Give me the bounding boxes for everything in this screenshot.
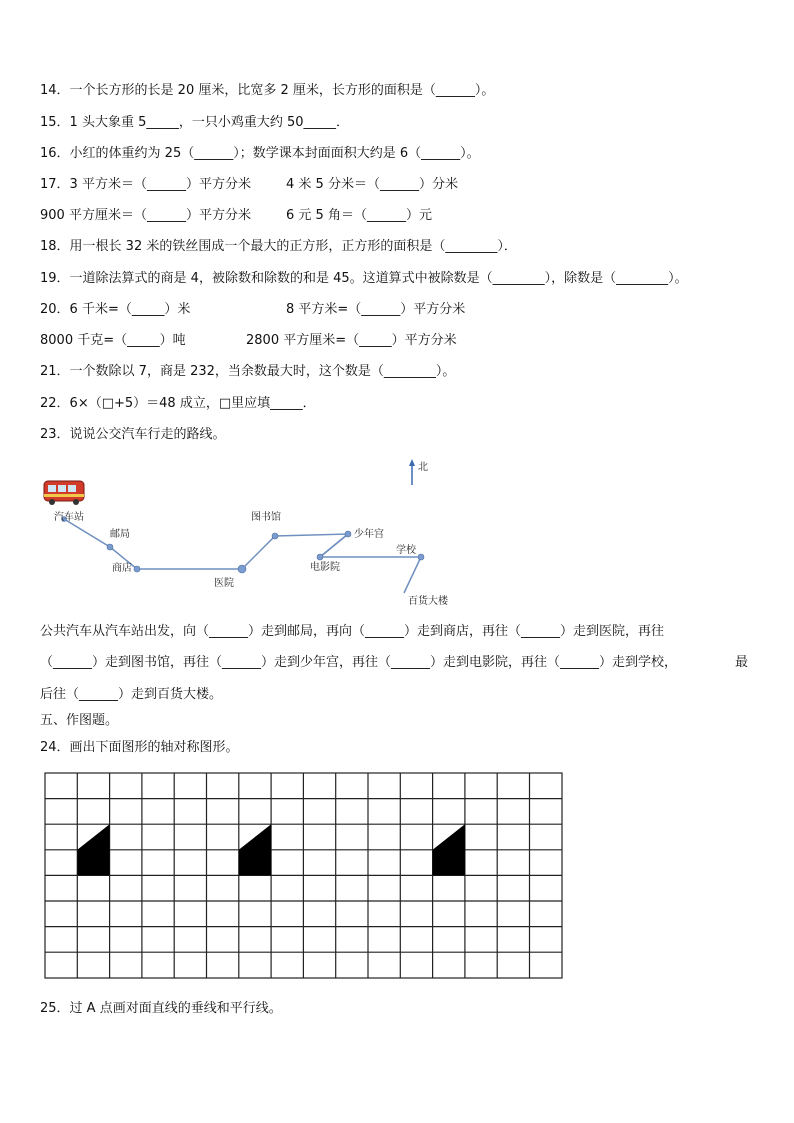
station-youth-palace: 少年宫 — [354, 529, 384, 540]
q17-part-b: 4 米 5 分米＝（______）分米 — [286, 177, 458, 192]
shape-3 — [433, 824, 465, 875]
question-22: 22．6×（□+5）＝48 成立，□里应填_____． — [40, 396, 316, 411]
node-post-office — [107, 544, 113, 550]
question-18: 18．用一根长 32 米的铁丝围成一个最大的正方形，正方形的面积是（________）． — [40, 239, 517, 254]
route-line-return — [320, 534, 348, 557]
q20-part-c: 8000 千克=（_____）吨 — [40, 333, 186, 348]
question-14: 14．一个长方形的长是 20 厘米，比宽多 2 厘米，长方形的面积是（______）。 — [40, 83, 495, 98]
node-shop — [134, 566, 140, 572]
station-cinema: 电影院 — [310, 562, 340, 573]
station-library: 图书馆 — [251, 512, 281, 523]
node-library — [272, 533, 278, 539]
bus-icon — [44, 481, 84, 505]
node-school — [418, 554, 424, 560]
question-23-answer-line-1: 公共汽车从汽车站出发，向（______）走到邮局，再向（______）走到商店，再往（______）走到医院，再往 — [40, 624, 665, 639]
q17-part-d: 6 元 5 角＝（______）元 — [286, 208, 432, 223]
station-post-office: 邮局 — [110, 529, 130, 540]
q20-part-b: 8 平方米=（______）平方分米 — [286, 302, 466, 317]
north-arrow — [409, 459, 428, 485]
question-21: 21．一个数除以 7，商是 232，当余数最大时，这个数是（________）。 — [40, 364, 456, 379]
north-label: 北 — [418, 462, 428, 473]
q20-part-a: 20．6 千米=（_____）米 — [40, 302, 191, 317]
question-25: 25．过 A 点画对面直线的垂线和平行线。 — [40, 1001, 282, 1016]
drawing-grid — [44, 772, 564, 982]
station-bus-station: 汽车站 — [54, 512, 84, 523]
bus-route-map — [38, 455, 488, 615]
q17-part-a: 17．3 平方米＝（______）平方分米 — [40, 177, 251, 192]
question-19: 19．一道除法算式的商是 4，被除数和除数的和是 45。这道算式中被除数是（________），除数是（________）。 — [40, 271, 688, 286]
station-shop: 商店 — [112, 563, 132, 574]
station-hospital: 医院 — [214, 578, 234, 589]
q17-part-c: 900 平方厘米＝（______）平方分米 — [40, 208, 251, 223]
shape-1 — [77, 824, 109, 875]
shape-2 — [239, 824, 271, 875]
q20-part-d: 2800 平方厘米=（_____）平方分米 — [246, 333, 457, 348]
question-24: 24．画出下面图形的轴对称图形。 — [40, 740, 239, 755]
node-youth-palace — [345, 531, 351, 537]
question-23-title: 23．说说公交汽车行走的路线。 — [40, 427, 226, 442]
node-hospital — [238, 565, 246, 573]
station-school: 学校 — [396, 545, 416, 556]
question-23-answer-line-3: 后往（______）走到百货大楼。 — [40, 687, 223, 702]
station-department-store: 百货大楼 — [408, 596, 448, 607]
q23-line2-trailing: 最 — [735, 655, 749, 670]
grid-lines — [45, 773, 562, 978]
section-5-heading: 五、作图题。 — [40, 713, 119, 728]
q23-line2-text: （______）走到图书馆，再往（______）走到少年宫，再往（______）走到电影院，再往（______）走到学校， — [40, 655, 678, 670]
question-16: 16．小红的体重约为 25（______）；数学课本封面面积大约是 6（______）。 — [40, 146, 480, 161]
question-15: 15．1 头大象重 5_____，一只小鸡重大约 50_____． — [40, 115, 350, 130]
node-cinema — [317, 554, 323, 560]
